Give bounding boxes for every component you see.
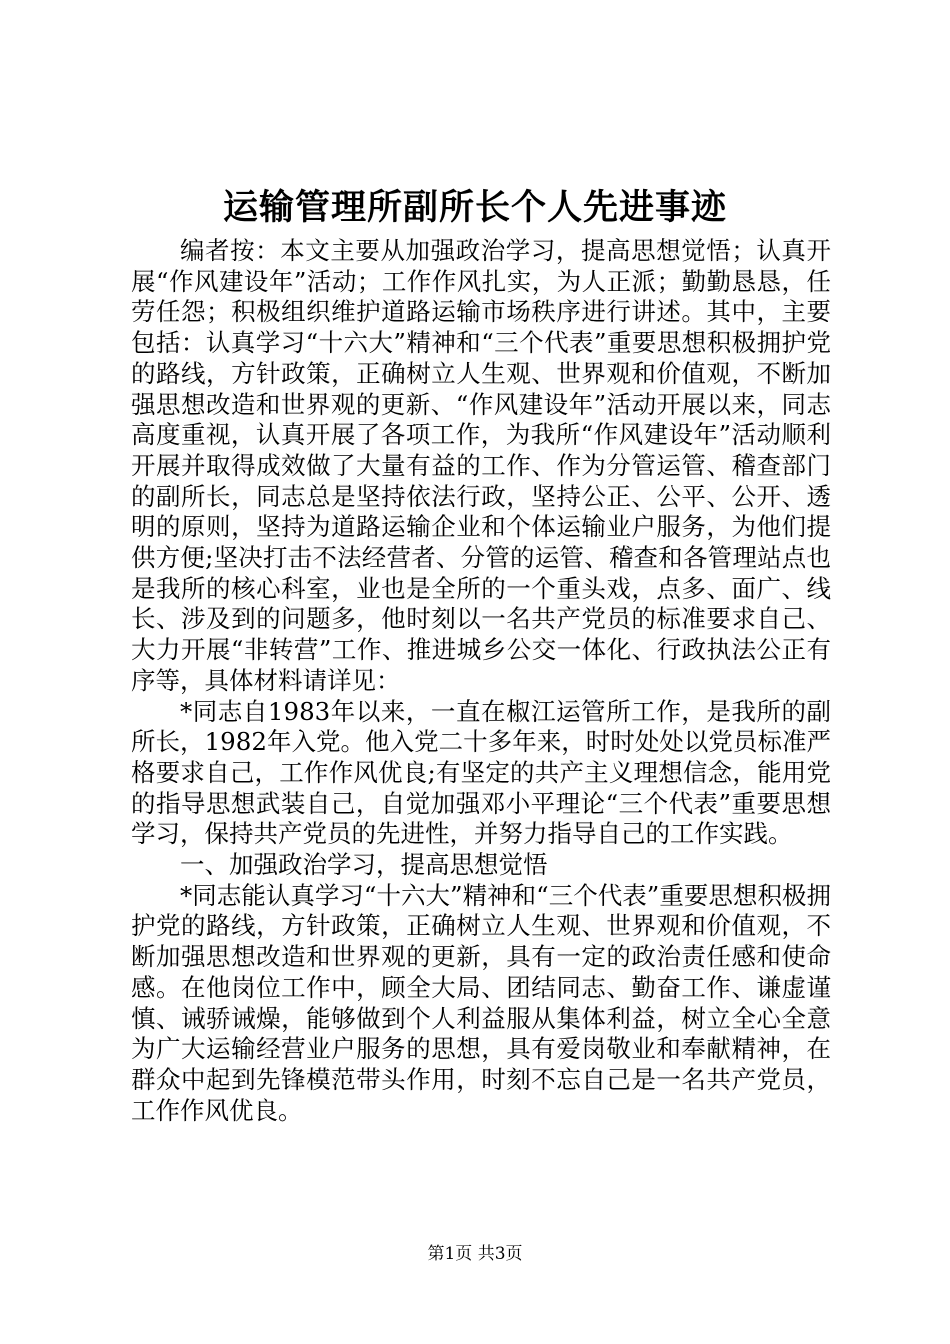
paragraph-section-one: *同志能认真学习“十六大”精神和“三个代表”重要思想积极拥护党的路线，方针政策，正确树立人生观、世界观和价值观，不断加强思想改造和世界观的更新，具有一定的政治责任感和使命感。在他岗位工作中，顾全大局、团结同志、勤奋工作、谦虚谨慎、诫骄诫燥，能够做到个人利益服从集体利益，树立全心全意为广大运输经营业户服务的思想，具有爱岗敬业和奉献精神，在群众中起到先锋模范带头作用，时刻不忘自己是一名共产党员，工作作风优良。 xyxy=(131,880,831,1125)
page-number-footer: 第1页 共3页 xyxy=(427,1244,523,1264)
paragraph-editor-note: 编者按：本文主要从加强政治学习，提高思想觉悟；认真开展“作风建设年”活动；工作作风扎实，为人正派；勤勤恳恳，任劳任怨；积极组织维护道路运输市场秩序进行讲述。其中，主要包括：认真学习“十六大”精神和“三个代表”重要思想积极拥护党的路线，方针政策，正确树立人生观、世界观和价值观，不断加强思想改造和世界观的更新、“作风建设年”活动开展以来，同志高度重视，认真开展了各项工作，为我所“作风建设年”活动顺利开展并取得成效做了大量有益的工作、作为分管运管、稽查部门的副所长，同志总是坚持依法行政，坚持公正、公平、公开、透明的原则，坚持为道路运输企业和个体运输业户服务，为他们提供方便;坚决打击不法经营者、分管的运管、稽查和各管理站点也是我所的核心科室，业也是全所的一个重头戏，点多、面广、线长、涉及到的问题多，他时刻以一名共产党员的标准要求自己、大力开展“非转营”工作、推进城乡公交一体化、行政执法公正有序等，具体材料请详见： xyxy=(131,236,831,695)
document-title: 运输管理所副所长个人先进事迹 xyxy=(222,187,727,228)
section-heading: 一、加强政治学习，提高思想觉悟 xyxy=(180,850,548,880)
document-body xyxy=(131,236,831,1126)
paragraph-introduction: *同志自1983年以来，一直在椒江运管所工作，是我所的副所长，1982年入党。他入党二十多年来，时时处处以党员标准严格要求自己，工作作风优良;有坚定的共产主义理想信念，能用党的指导思想武装自己，自觉加强邓小平理论“三个代表”重要思想学习，保持共产党员的先进性，并努力指导自己的工作实践。 xyxy=(131,696,831,849)
